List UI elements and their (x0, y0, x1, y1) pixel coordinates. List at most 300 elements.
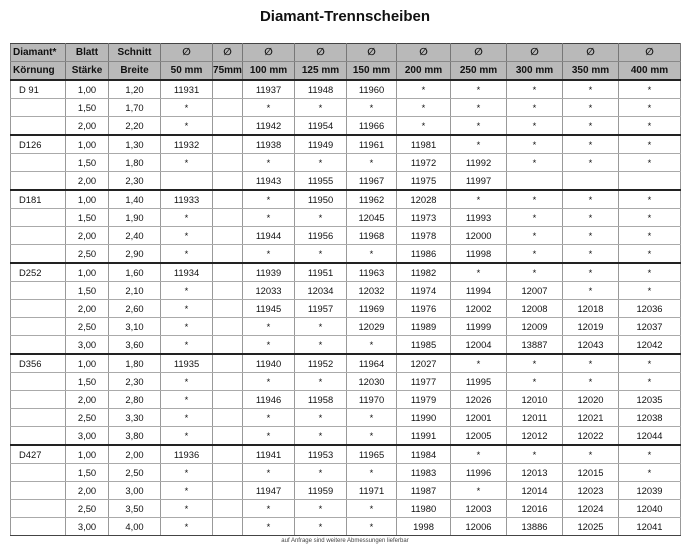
article-number-cell: * (563, 99, 619, 117)
article-number-cell (213, 409, 243, 427)
article-number-cell: 12011 (507, 409, 563, 427)
header-cell: 300 mm (507, 62, 563, 81)
grain-cell (11, 245, 66, 264)
table-row (11, 391, 681, 409)
article-number-cell: * (507, 154, 563, 172)
article-number-cell (213, 263, 243, 282)
header-cell: ∅ (507, 44, 563, 62)
article-number-cell: * (507, 373, 563, 391)
article-number-cell: * (563, 227, 619, 245)
blade-thickness-cell: 3,00 (66, 427, 109, 446)
article-number-cell: * (563, 245, 619, 264)
table-row (11, 318, 681, 336)
article-number-cell: * (619, 190, 681, 209)
header-cell: 200 mm (397, 62, 451, 81)
article-number-cell: * (243, 318, 295, 336)
article-number-cell: * (243, 245, 295, 264)
article-number-cell: * (563, 135, 619, 154)
blade-thickness-cell: 2,50 (66, 318, 109, 336)
grain-cell (11, 427, 66, 446)
article-number-cell: 11953 (295, 445, 347, 464)
cut-width-cell: 2,40 (109, 227, 161, 245)
article-number-cell: 11983 (397, 464, 451, 482)
article-number-cell: * (619, 117, 681, 136)
cut-width-cell: 1,60 (109, 263, 161, 282)
article-number-cell: * (161, 500, 213, 518)
header-cell: Blatt (66, 44, 109, 62)
article-number-cell: * (507, 80, 563, 99)
cut-width-cell: 3,80 (109, 427, 161, 446)
article-number-cell: * (347, 464, 397, 482)
article-number-cell: * (619, 354, 681, 373)
blade-thickness-cell: 2,00 (66, 227, 109, 245)
cut-width-cell: 1,80 (109, 154, 161, 172)
article-number-cell: 12025 (563, 518, 619, 536)
article-number-cell: * (161, 518, 213, 536)
article-number-cell: 12001 (451, 409, 507, 427)
article-number-cell: 12035 (619, 391, 681, 409)
table-row (11, 99, 681, 117)
article-number-cell: 11989 (397, 318, 451, 336)
article-number-cell: * (161, 336, 213, 355)
article-number-cell: 1998 (397, 518, 451, 536)
article-number-cell (213, 373, 243, 391)
article-number-cell: 11980 (397, 500, 451, 518)
grain-cell (11, 373, 66, 391)
grain-cell (11, 391, 66, 409)
cut-width-cell: 1,70 (109, 99, 161, 117)
diamond-disc-table (10, 43, 681, 536)
article-number-cell: * (347, 245, 397, 264)
article-number-cell: 11944 (243, 227, 295, 245)
grain-cell (11, 117, 66, 136)
article-number-cell: 11969 (347, 300, 397, 318)
article-number-cell: 12027 (397, 354, 451, 373)
article-number-cell: * (397, 117, 451, 136)
article-number-cell: * (507, 354, 563, 373)
article-number-cell: 12045 (347, 209, 397, 227)
table-row (11, 482, 681, 500)
article-number-cell: * (243, 427, 295, 446)
article-number-cell: * (347, 500, 397, 518)
article-number-cell: 12016 (507, 500, 563, 518)
header-cell: 50 mm (161, 62, 213, 81)
article-number-cell: * (161, 99, 213, 117)
article-number-cell: * (563, 80, 619, 99)
article-number-cell: 11941 (243, 445, 295, 464)
article-number-cell: * (451, 482, 507, 500)
blade-thickness-cell: 2,50 (66, 245, 109, 264)
cut-width-cell: 2,00 (109, 445, 161, 464)
table-row (11, 190, 681, 209)
article-number-cell: * (451, 99, 507, 117)
table-row (11, 282, 681, 300)
article-number-cell: 12003 (451, 500, 507, 518)
article-number-cell: * (347, 154, 397, 172)
article-number-cell: * (243, 154, 295, 172)
article-number-cell: 11990 (397, 409, 451, 427)
grain-cell (11, 209, 66, 227)
article-number-cell: * (507, 227, 563, 245)
article-number-cell (213, 464, 243, 482)
cut-width-cell: 2,30 (109, 172, 161, 191)
article-number-cell: 11978 (397, 227, 451, 245)
cut-width-cell: 1,40 (109, 190, 161, 209)
article-number-cell: 12038 (619, 409, 681, 427)
article-number-cell: 11949 (295, 135, 347, 154)
article-number-cell: 11951 (295, 263, 347, 282)
table-row (11, 227, 681, 245)
header-cell: Körnung (11, 62, 66, 81)
blade-thickness-cell: 3,00 (66, 336, 109, 355)
article-number-cell: 11975 (397, 172, 451, 191)
article-number-cell: * (563, 373, 619, 391)
article-number-cell: * (243, 518, 295, 536)
header-cell: Schnitt (109, 44, 161, 62)
article-number-cell: * (563, 190, 619, 209)
article-number-cell: * (243, 190, 295, 209)
article-number-cell: 12020 (563, 391, 619, 409)
article-number-cell: 11999 (451, 318, 507, 336)
table-row (11, 154, 681, 172)
article-number-cell: * (507, 135, 563, 154)
cut-width-cell: 3,10 (109, 318, 161, 336)
table-row (11, 500, 681, 518)
table-row (11, 263, 681, 282)
article-number-cell (213, 354, 243, 373)
article-number-cell: * (295, 336, 347, 355)
header-row-2 (11, 62, 681, 81)
grain-cell (11, 172, 66, 191)
table-row (11, 445, 681, 464)
grain-cell (11, 500, 66, 518)
article-number-cell: 11973 (397, 209, 451, 227)
article-number-cell: 12028 (397, 190, 451, 209)
header-cell: 250 mm (451, 62, 507, 81)
article-number-cell: * (295, 464, 347, 482)
article-number-cell: 12002 (451, 300, 507, 318)
cut-width-cell: 3,60 (109, 336, 161, 355)
article-number-cell: 11960 (347, 80, 397, 99)
article-number-cell (213, 282, 243, 300)
article-number-cell: * (295, 154, 347, 172)
article-number-cell: * (397, 80, 451, 99)
table-row (11, 464, 681, 482)
header-cell: 150 mm (347, 62, 397, 81)
article-number-cell: * (161, 391, 213, 409)
article-number-cell: 11997 (451, 172, 507, 191)
article-number-cell: 11974 (397, 282, 451, 300)
article-number-cell (213, 500, 243, 518)
grain-cell (11, 282, 66, 300)
cut-width-cell: 3,00 (109, 482, 161, 500)
article-number-cell: * (451, 445, 507, 464)
grain-cell: D126 (11, 135, 66, 154)
article-number-cell: * (295, 209, 347, 227)
article-number-cell: 11964 (347, 354, 397, 373)
article-number-cell: 11931 (161, 80, 213, 99)
article-number-cell (213, 336, 243, 355)
table-row (11, 373, 681, 391)
article-number-cell: 13887 (507, 336, 563, 355)
cut-width-cell: 2,80 (109, 391, 161, 409)
cut-width-cell: 1,20 (109, 80, 161, 99)
blade-thickness-cell: 1,00 (66, 445, 109, 464)
article-number-cell: 11965 (347, 445, 397, 464)
article-number-cell: * (619, 373, 681, 391)
grain-cell (11, 518, 66, 536)
article-number-cell (213, 172, 243, 191)
article-number-cell: 11939 (243, 263, 295, 282)
article-number-cell: * (563, 154, 619, 172)
article-number-cell (213, 318, 243, 336)
article-number-cell (213, 445, 243, 464)
article-number-cell: 11998 (451, 245, 507, 264)
article-number-cell (161, 172, 213, 191)
article-number-cell: 12022 (563, 427, 619, 446)
article-number-cell: 11963 (347, 263, 397, 282)
article-number-cell (213, 482, 243, 500)
grain-cell (11, 318, 66, 336)
table-row (11, 172, 681, 191)
article-number-cell: 12034 (295, 282, 347, 300)
article-number-cell: 12009 (507, 318, 563, 336)
article-number-cell: 11993 (451, 209, 507, 227)
article-number-cell: 12037 (619, 318, 681, 336)
article-number-cell: * (295, 518, 347, 536)
blade-thickness-cell: 1,00 (66, 190, 109, 209)
article-number-cell: 11937 (243, 80, 295, 99)
article-number-cell: 12005 (451, 427, 507, 446)
blade-thickness-cell: 1,50 (66, 282, 109, 300)
article-number-cell: * (295, 99, 347, 117)
article-number-cell: 12019 (563, 318, 619, 336)
article-number-cell: * (161, 318, 213, 336)
grain-cell (11, 336, 66, 355)
article-number-cell: 12014 (507, 482, 563, 500)
header-cell: 125 mm (295, 62, 347, 81)
grain-cell (11, 227, 66, 245)
article-number-cell: * (507, 245, 563, 264)
grain-cell (11, 99, 66, 117)
article-number-cell: * (295, 409, 347, 427)
blade-thickness-cell: 3,00 (66, 518, 109, 536)
grain-cell (11, 409, 66, 427)
article-number-cell: * (563, 282, 619, 300)
article-number-cell: * (347, 409, 397, 427)
grain-cell: D181 (11, 190, 66, 209)
article-number-cell: * (347, 518, 397, 536)
cut-width-cell: 3,30 (109, 409, 161, 427)
article-number-cell: 12041 (619, 518, 681, 536)
table-row (11, 80, 681, 99)
article-number-cell: 11984 (397, 445, 451, 464)
article-number-cell (213, 518, 243, 536)
table-row (11, 336, 681, 355)
article-number-cell: 11947 (243, 482, 295, 500)
header-cell: ∅ (563, 44, 619, 62)
article-number-cell: * (161, 117, 213, 136)
article-number-cell: * (243, 99, 295, 117)
article-number-cell: 12012 (507, 427, 563, 446)
article-number-cell: * (619, 135, 681, 154)
article-number-cell: * (619, 282, 681, 300)
cut-width-cell: 2,60 (109, 300, 161, 318)
article-number-cell: 11962 (347, 190, 397, 209)
article-number-cell: 12007 (507, 282, 563, 300)
article-number-cell: * (619, 154, 681, 172)
article-number-cell (213, 135, 243, 154)
header-cell: 400 mm (619, 62, 681, 81)
article-number-cell: 11967 (347, 172, 397, 191)
cut-width-cell: 1,90 (109, 209, 161, 227)
article-number-cell: 11995 (451, 373, 507, 391)
article-number-cell: 12044 (619, 427, 681, 446)
article-number-cell: * (507, 263, 563, 282)
article-number-cell: * (619, 80, 681, 99)
article-number-cell: * (295, 318, 347, 336)
article-number-cell: 12021 (563, 409, 619, 427)
article-number-cell: * (507, 445, 563, 464)
article-number-cell: * (451, 190, 507, 209)
header-cell: ∅ (295, 44, 347, 62)
article-number-cell: 11986 (397, 245, 451, 264)
grain-cell: D427 (11, 445, 66, 464)
article-number-cell: 12024 (563, 500, 619, 518)
article-number-cell: 11942 (243, 117, 295, 136)
article-number-cell: * (243, 336, 295, 355)
cut-width-cell: 2,20 (109, 117, 161, 136)
cut-width-cell: 2,90 (109, 245, 161, 264)
header-cell: ∅ (161, 44, 213, 62)
article-number-cell (213, 190, 243, 209)
article-number-cell: 11985 (397, 336, 451, 355)
blade-thickness-cell: 1,50 (66, 464, 109, 482)
blade-thickness-cell: 2,00 (66, 482, 109, 500)
article-number-cell: 11977 (397, 373, 451, 391)
header-cell: 100 mm (243, 62, 295, 81)
article-number-cell: * (397, 99, 451, 117)
article-number-cell: 12040 (619, 500, 681, 518)
header-cell: ∅ (451, 44, 507, 62)
article-number-cell: * (507, 190, 563, 209)
article-number-cell: * (347, 99, 397, 117)
blade-thickness-cell: 1,50 (66, 209, 109, 227)
article-number-cell: * (563, 263, 619, 282)
blade-thickness-cell: 1,00 (66, 80, 109, 99)
article-number-cell: 11950 (295, 190, 347, 209)
blade-thickness-cell: 2,00 (66, 117, 109, 136)
blade-thickness-cell: 1,00 (66, 263, 109, 282)
article-number-cell: 12026 (451, 391, 507, 409)
article-number-cell: 12018 (563, 300, 619, 318)
article-number-cell: 11948 (295, 80, 347, 99)
grain-cell: D356 (11, 354, 66, 373)
article-number-cell: 11994 (451, 282, 507, 300)
article-number-cell: 11955 (295, 172, 347, 191)
header-cell: ∅ (619, 44, 681, 62)
article-number-cell: 12042 (619, 336, 681, 355)
article-number-cell: 11979 (397, 391, 451, 409)
article-number-cell (213, 391, 243, 409)
header-cell: Diamant* (11, 44, 66, 62)
article-number-cell: 11959 (295, 482, 347, 500)
page-title: Diamant-Trennscheiben (259, 8, 431, 25)
article-number-cell (213, 209, 243, 227)
table-row (11, 245, 681, 264)
article-number-cell (619, 172, 681, 191)
grain-cell: D252 (11, 263, 66, 282)
article-number-cell: * (161, 300, 213, 318)
article-number-cell: * (563, 209, 619, 227)
blade-thickness-cell: 1,50 (66, 373, 109, 391)
article-number-cell: * (451, 117, 507, 136)
article-number-cell: * (295, 500, 347, 518)
article-number-cell: 12008 (507, 300, 563, 318)
article-number-cell (507, 172, 563, 191)
article-number-cell: 12036 (619, 300, 681, 318)
table-row (11, 117, 681, 136)
table-row (11, 409, 681, 427)
header-cell: ∅ (347, 44, 397, 62)
blade-thickness-cell: 1,50 (66, 154, 109, 172)
article-number-cell: * (161, 373, 213, 391)
article-number-cell: * (619, 464, 681, 482)
article-number-cell: 12006 (451, 518, 507, 536)
article-number-cell: 11936 (161, 445, 213, 464)
article-number-cell: * (619, 245, 681, 264)
article-number-cell: 11966 (347, 117, 397, 136)
table-row (11, 427, 681, 446)
article-number-cell: * (295, 245, 347, 264)
article-number-cell: 12015 (563, 464, 619, 482)
article-number-cell (213, 154, 243, 172)
article-number-cell: 11945 (243, 300, 295, 318)
blade-thickness-cell: 1,00 (66, 354, 109, 373)
article-number-cell: * (347, 427, 397, 446)
article-number-cell: * (243, 464, 295, 482)
article-number-cell: * (563, 354, 619, 373)
blade-thickness-cell: 1,50 (66, 99, 109, 117)
table-row (11, 300, 681, 318)
grain-cell (11, 300, 66, 318)
article-number-cell: * (619, 209, 681, 227)
article-number-cell: 11952 (295, 354, 347, 373)
header-row-1 (11, 44, 681, 62)
article-number-cell: * (161, 464, 213, 482)
article-number-cell: * (161, 245, 213, 264)
article-number-cell: 11954 (295, 117, 347, 136)
blade-thickness-cell: 1,00 (66, 135, 109, 154)
article-number-cell: * (451, 135, 507, 154)
cut-width-cell: 3,50 (109, 500, 161, 518)
article-number-cell: * (161, 482, 213, 500)
article-number-cell: 11957 (295, 300, 347, 318)
article-number-cell: 11933 (161, 190, 213, 209)
article-number-cell: 11970 (347, 391, 397, 409)
article-number-cell: * (619, 445, 681, 464)
article-number-cell: * (161, 409, 213, 427)
article-number-cell: 11972 (397, 154, 451, 172)
article-number-cell: * (563, 445, 619, 464)
table-body (11, 80, 681, 536)
article-number-cell: 11958 (295, 391, 347, 409)
cut-width-cell: 2,10 (109, 282, 161, 300)
article-number-cell: * (451, 263, 507, 282)
grain-cell: D 91 (11, 80, 66, 99)
grain-cell (11, 482, 66, 500)
article-number-cell: 11956 (295, 227, 347, 245)
